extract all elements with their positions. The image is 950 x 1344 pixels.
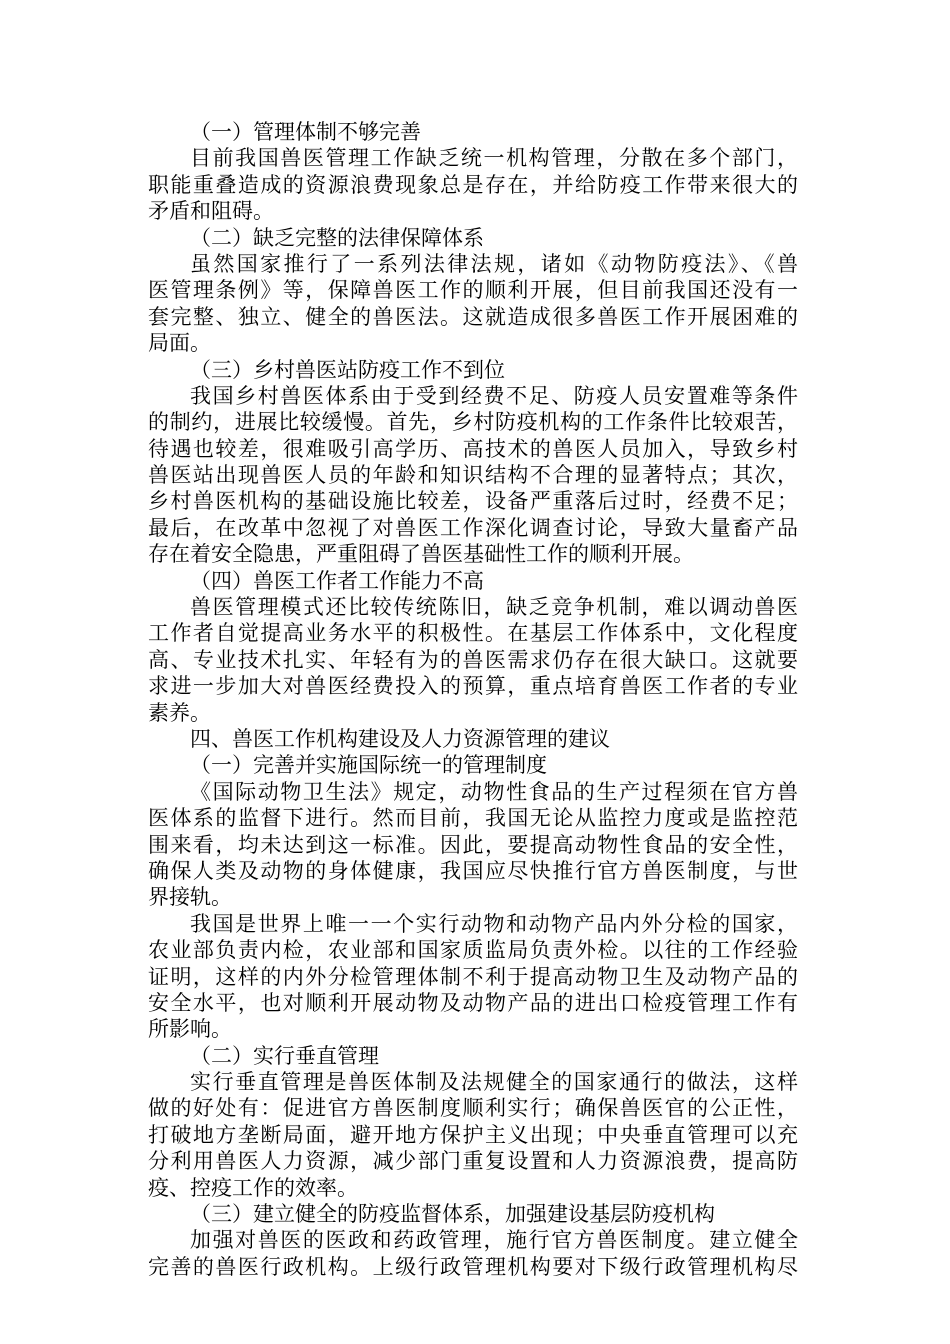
paragraph-line: 套完整、独立、健全的兽医法。这就造成很多兽医工作开展困难的 [148, 304, 798, 329]
paragraph-line: 围来看，均未达到这一标准。因此，要提高动物性食品的安全性， [148, 832, 798, 857]
paragraph-line: 最后，在改革中忽视了对兽医工作深化调查讨论，导致大量畜产品 [148, 515, 798, 540]
section-heading: （四）兽医工作者工作能力不高 [190, 568, 484, 593]
paragraph-line: 农业部负责内检，农业部和国家质监局负责外检。以往的工作经验 [148, 938, 798, 963]
paragraph-line: 证明，这样的内外分检管理体制不利于提高动物卫生及动物产品的 [148, 964, 798, 989]
paragraph-line: 完善的兽医行政机构。上级行政管理机构要对下级行政管理机构尽 [148, 1254, 798, 1279]
paragraph-line: 兽医站出现兽医人员的年龄和知识结构不合理的显著特点；其次， [148, 463, 798, 488]
section-heading: （二）实行垂直管理 [190, 1043, 379, 1068]
section-heading: （三）乡村兽医站防疫工作不到位 [190, 357, 505, 382]
paragraph-line: 我国乡村兽医体系由于受到经费不足、防疫人员安置难等条件 [190, 383, 798, 408]
paragraph-line: 目前我国兽医管理工作缺乏统一机构管理，分散在多个部门， [190, 146, 798, 171]
section-heading: （二）缺乏完整的法律保障体系 [190, 225, 484, 250]
paragraph-line: 虽然国家推行了一系列法律法规，诸如《动物防疫法》、《兽 [190, 251, 798, 276]
paragraph-line: 做的好处有：促进官方兽医制度顺利实行；确保兽医官的公正性， [148, 1096, 798, 1121]
paragraph-line: 待遇也较差，很难吸引高学历、高技术的兽医人员加入，导致乡村 [148, 436, 798, 461]
paragraph-line: 疫、控疫工作的效率。 [148, 1175, 358, 1200]
section-heading: （三）建立健全的防疫监督体系，加强建设基层防疫机构 [190, 1202, 715, 1227]
paragraph-line: 我国是世界上唯一一个实行动物和动物产品内外分检的国家， [190, 911, 798, 936]
section-heading: （一）管理体制不够完善 [190, 120, 421, 144]
paragraph-line: 打破地方垄断局面，避开地方保护主义出现；中央垂直管理可以充 [148, 1122, 798, 1147]
paragraph-line: 所影响。 [148, 1017, 232, 1042]
paragraph-line: 分利用兽医人力资源，减少部门重复设置和人力资源浪费，提高防 [148, 1149, 798, 1174]
paragraph-line: 的制约，进展比较缓慢。首先，乡村防疫机构的工作条件比较艰苦， [148, 410, 798, 435]
paragraph-line: 医管理条例》等，保障兽医工作的顺利开展，但目前我国还没有一 [148, 278, 798, 303]
paragraph-line: 工作者自觉提高业务水平的积极性。在基层工作体系中，文化程度 [148, 621, 798, 646]
paragraph-line: 安全水平，也对顺利开展动物及动物产品的进出口检疫管理工作有 [148, 990, 798, 1015]
paragraph-line: 矛盾和阻碍。 [148, 199, 274, 224]
paragraph-line: 医体系的监督下进行。然而目前，我国无论从监控力度或是监控范 [148, 806, 798, 831]
section-heading: （一）完善并实施国际统一的管理制度 [190, 753, 547, 778]
paragraph-line: 高、专业技术扎实、年轻有为的兽医需求仍存在很大缺口。这就要 [148, 647, 798, 672]
paragraph-line: 职能重叠造成的资源浪费现象总是存在，并给防疫工作带来很大的 [148, 172, 798, 197]
paragraph-line: 界接轨。 [148, 885, 232, 910]
paragraph-line: 乡村兽医机构的基础设施比较差，设备严重落后过时，经费不足； [148, 489, 798, 514]
paragraph-line: 实行垂直管理是兽医体制及法规健全的国家通行的做法，这样 [190, 1070, 798, 1095]
chapter-heading: 四、兽医工作机构建设及人力资源管理的建议 [190, 726, 610, 751]
document-body [148, 119, 798, 1280]
paragraph-line: 局面。 [148, 331, 211, 356]
paragraph-line: 求进一步加大对兽医经费投入的预算，重点培育兽医工作者的专业 [148, 674, 798, 699]
paragraph-line: 加强对兽医的医政和药政管理，施行官方兽医制度。建立健全 [190, 1228, 798, 1253]
paragraph-line: 存在着安全隐患，严重阻碍了兽医基础性工作的顺利开展。 [148, 542, 694, 567]
paragraph-line: 确保人类及动物的身体健康，我国应尽快推行官方兽医制度，与世 [148, 858, 798, 883]
paragraph-line: 《国际动物卫生法》规定，动物性食品的生产过程须在官方兽 [190, 779, 798, 804]
paragraph-line: 素养。 [148, 700, 211, 725]
paragraph-line: 兽医管理模式还比较传统陈旧，缺乏竞争机制，难以调动兽医 [190, 595, 798, 620]
